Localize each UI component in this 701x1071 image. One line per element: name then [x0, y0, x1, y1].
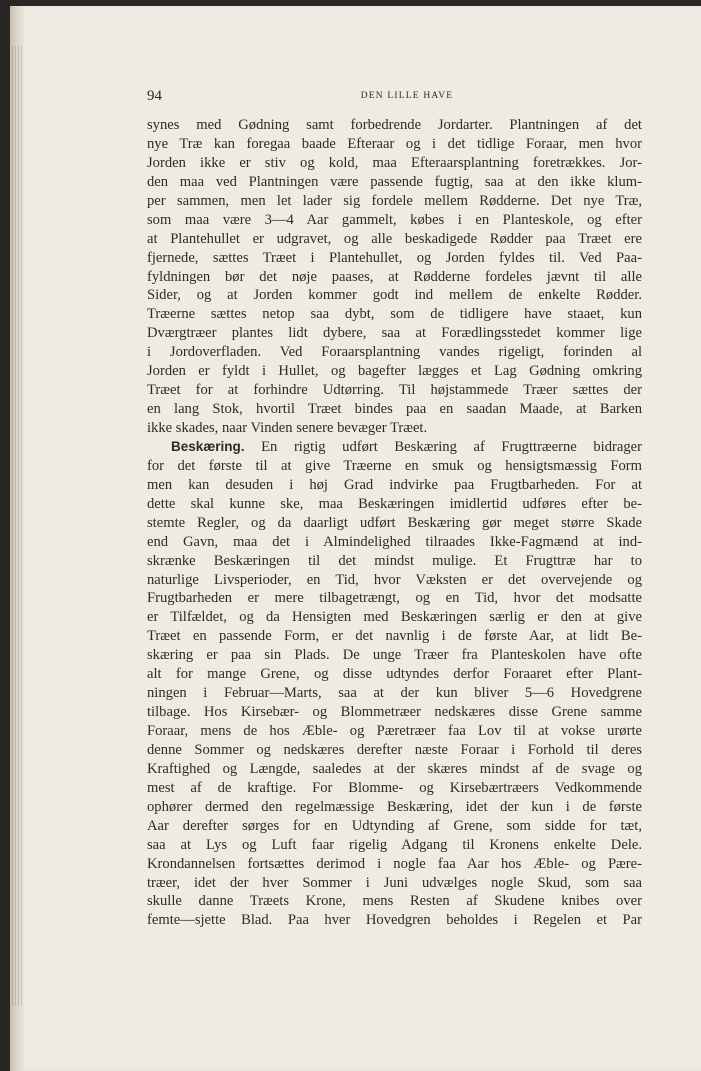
text-line: Krondannelsen fortsættes derimod i nogle faa Aar hos Æble- og Pære- — [147, 855, 642, 872]
text-line: Kraftighed og Længde, saaledes at der skæres mindst af de svage og — [147, 760, 642, 777]
text-line: Foraar, mens de hos Æble- og Pæretræer faa Lov til at vokse urørte — [147, 723, 642, 739]
text-line: fjernede, sættes Træet i Plantehullet, og Jorden fyldes til. Ved Paa- — [147, 249, 642, 266]
text-line: at Plantehullet er udgravet, og alle beskadigede Rødder paa Træet ere — [147, 230, 642, 247]
text-line: synes med Gødning samt forbedrende Jordarter. Plantningen af det — [147, 117, 642, 133]
page-edge-lines — [12, 46, 22, 1006]
text-line: en lang Stok, hvortil Træet bindes paa en saadan Maade, at Barken — [147, 401, 642, 418]
section-heading: Beskæring. — [171, 438, 245, 454]
text-line: per sammen, men let lader sig fordele mellem Rødderne. Det nye Træ, — [147, 192, 642, 209]
text-line: end Gavn, maa det i Almindelighed tilraades Ikke-Fagmænd at ind- — [147, 533, 642, 550]
text-line: femte—sjette Blad. Paa hver Hovedgren beholdes i Regelen et Par — [147, 912, 642, 929]
text-line: Træet en passende Form, er det navnlig i de første Aar, at lidt Be- — [147, 628, 642, 645]
text-line: Dværgtræer plantes lidt dybere, saa at Forædlingsstedet kommer lige — [147, 325, 642, 342]
text-line: skæring er paa sin Plads. De unge Træer fra Planteskolen have ofte — [147, 647, 642, 664]
text-run: En rigtig udført Beskæring af Frugttræerne bidrager — [261, 438, 643, 455]
text-line: ikke skades, naar Vinden senere bevæger Træet. — [147, 420, 428, 436]
page-number: 94 — [147, 88, 162, 104]
text-line: Jorden er fyldt i Hullet, og bagefter lægges et Lag Gødning omkring — [147, 363, 642, 380]
text-line: stemte Regler, og da daarligt udført Beskæring gør meget større Skade — [147, 514, 642, 531]
text-line: skrænke Beskæringen til det mindst mulige. Et Frugttræ har to — [147, 552, 642, 569]
text-line: naturlige Livsperioder, en Tid, hvor Væksten er det overvejende og — [147, 571, 642, 588]
page-gutter — [10, 6, 24, 1071]
text-line: træer, idet der hver Sommer i Juni udvælges nogle Skud, som saa — [147, 874, 642, 891]
text-line: skulle danne Træets Krone, mens Resten af Skudene knibes over — [147, 893, 642, 910]
text-line: nye Træ kan foregaa baade Efteraar og i det tidlige Foraar, men hvor — [147, 135, 642, 152]
text-line: dette skal kunne ske, maa Beskæringen imidlertid udføres efter be- — [147, 495, 642, 512]
text-line: for det første til at give Træerne en smuk og hensigtsmæssig Form — [147, 457, 642, 474]
text-line: Sider, og at Jorden kommer godt ind mellem de enkelte Rødder. — [147, 287, 642, 304]
text-line: Træet for at forhindre Udtørring. Til højstammede Træer sættes der — [147, 382, 642, 399]
text-line: den maa ved Plantningen være passende fugtig, saa at den ikke klum- — [147, 173, 642, 190]
text-line: Træerne sættes netop saa dybt, som de tidligere have staaet, kun — [147, 306, 642, 323]
body-text — [147, 116, 642, 930]
text-line: saa at Lys og Luft faar rigelig Adgang til Kronens enkelte Dele. — [147, 836, 642, 853]
text-line: Aar derefter sørges for en Udtynding af Grene, som sidde for tæt, — [147, 817, 642, 834]
text-line: denne Sommer og nedskæres derefter næste Foraar i Forhold til deres — [147, 741, 642, 758]
text-line: Jorden ikke er stiv og kold, maa Efteraarsplantning foretrækkes. Jor- — [147, 154, 642, 171]
paragraph-planting — [147, 116, 642, 438]
running-head: DEN LILLE HAVE — [360, 91, 454, 101]
text-line: som maa være 3—4 Aar gammelt, købes i en Planteskole, og efter — [147, 211, 642, 228]
text-line: alt for mange Grene, og disse udtyndes derfor Foraaret efter Plant- — [147, 666, 642, 683]
text-line: men kan desuden i høj Grad indvirke paa Frugtbarheden. For at — [147, 476, 642, 493]
text-line: mest af de kraftige. For Blomme- og Kirsebærtræers Vedkommende — [147, 779, 642, 796]
text-line: i Jordoverfladen. Ved Foraarsplantning vandes rigeligt, forinden al — [147, 344, 642, 361]
text-line: tilbage. Hos Kirsebær- og Blommetræer nedskæres disse Grene samme — [147, 704, 642, 721]
text-line: fyldningen bør det nøje paases, at Rødderne fordeles jævnt til alle — [147, 268, 642, 285]
page-header — [147, 88, 652, 110]
text-line: ophører dermed den regelmæssige Beskæring, idet der kun i de første — [147, 798, 642, 815]
text-line: er Tilfældet, og da Hensigten med Beskæringen særlig er den at give — [147, 609, 642, 626]
text-line: Frugtbarheden er mere tilbagetrængt, og en Tid, hvor det modsatte — [147, 590, 642, 607]
text-line — [147, 438, 642, 457]
paragraph-pruning — [147, 438, 642, 930]
text-line: ningen i Februar—Marts, saa at der kun bliver 5—6 Hovedgrene — [147, 685, 642, 702]
